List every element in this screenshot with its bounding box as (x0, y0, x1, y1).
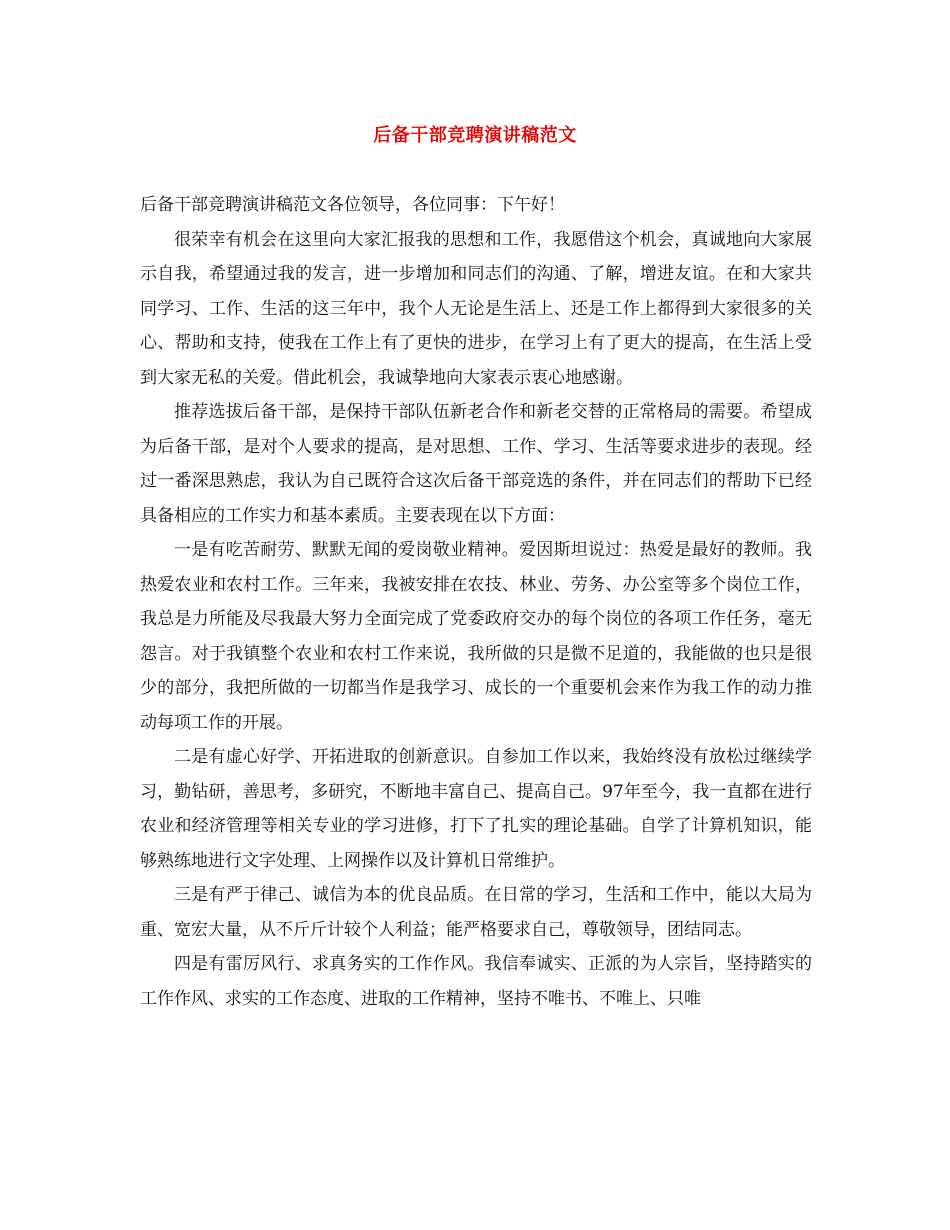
paragraph-point-two: 二是有虚心好学、开拓进取的创新意识。自参加工作以来，我始终没有放松过继续学习，勤钻研，善思考，多研究，不断地丰富自己、提高自己。97年至今，我一直都在进行农业和经济管理等相关专业的学习进修，打下了扎实的理论基础。自学了计算机知识，能够熟练地进行文字处理、上网操作以及计算机日常维护。 (140, 747, 812, 871)
paragraph-point-four: 四是有雷厉风行、求真务实的工作作风。我信奉诚实、正派的为人宗旨，坚持踏实的工作作风、求实的工作态度、进取的工作精神，坚持不唯书、不唯上、只唯 (140, 954, 812, 1009)
paragraph-motivation: 推荐选拔后备干部，是保持干部队伍新老合作和新老交替的正常格局的需要。希望成为后备干部，是对个人要求的提高，是对思想、工作、学习、生活等要求进步的表现。经过一番深思熟虑，我认为自己既符合这次后备干部竞选的条件，并在同志们的帮助下已经具备相应的工作实力和基本素质。主要表现在以下方面： (140, 402, 812, 526)
paragraph-greeting: 后备干部竞聘演讲稿范文各位领导，各位同事：下午好！ (140, 195, 565, 215)
paragraph-introduction: 很荣幸有机会在这里向大家汇报我的思想和工作，我愿借这个机会，真诚地向大家展示自我，希望通过我的发言，进一步增加和同志们的沟通、了解，增进友谊。在和大家共同学习、工作、生活的这三年中，我个人无论是生活上、还是工作上都得到大家很多的关心、帮助和支持，使我在工作上有了更快的进步，在学习上有了更大的提高，在生活上受到大家无私的关爱。借此机会，我诚挚地向大家表示衷心地感谢。 (140, 229, 812, 388)
document-body (140, 188, 812, 1016)
document-title: 后备干部竞聘演讲稿范文 (373, 125, 577, 146)
paragraph-point-one: 一是有吃苦耐劳、默默无闻的爱岗敬业精神。爱因斯坦说过：热爱是最好的教师。我热爱农业和农村工作。三年来，我被安排在农技、林业、劳务、办公室等多个岗位工作，我总是力所能及尽我最大努力全面完成了党委政府交办的每个岗位的各项工作任务，毫无怨言。对于我镇整个农业和农村工作来说，我所做的只是微不足道的，我能做的也只是很少的部分，我把所做的一切都当作是我学习、成长的一个重要机会来作为我工作的动力推动每项工作的开展。 (140, 540, 812, 733)
paragraph-point-three: 三是有严于律己、诚信为本的优良品质。在日常的学习，生活和工作中，能以大局为重、宽宏大量，从不斤斤计较个人利益；能严格要求自己，尊敬领导，团结同志。 (140, 885, 812, 940)
